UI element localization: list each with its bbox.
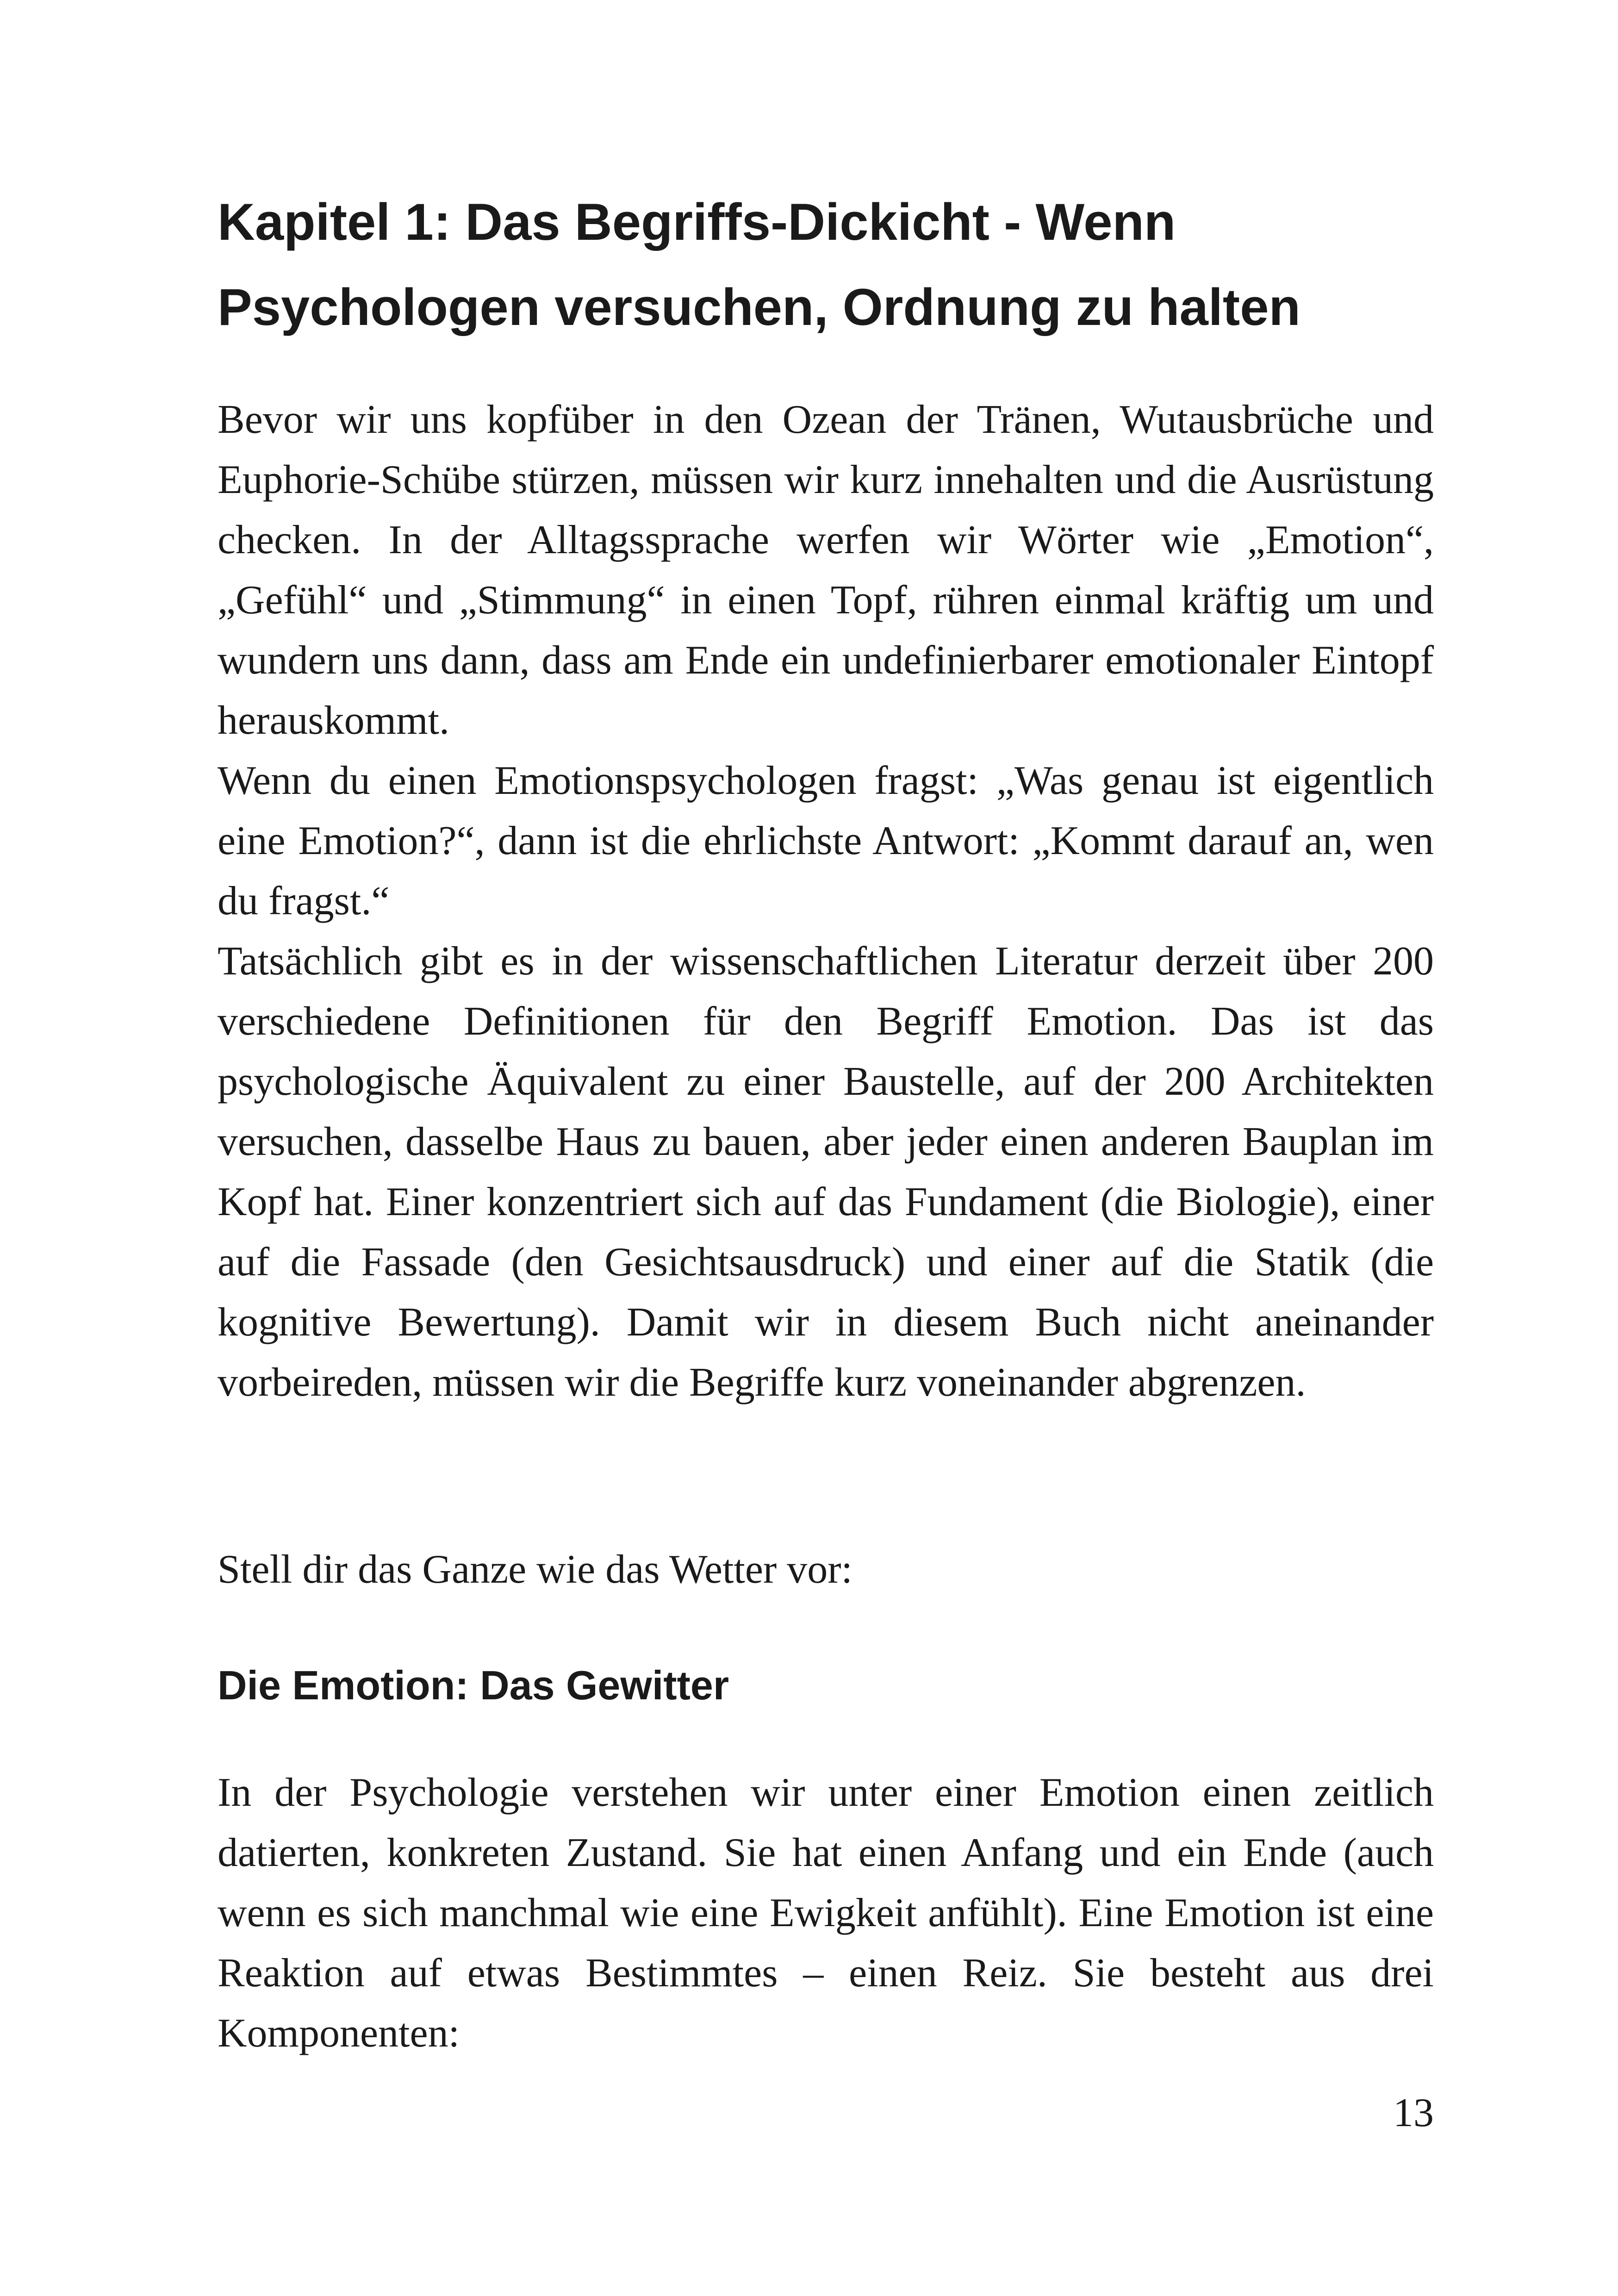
paragraph-intro: Bevor wir uns kopfüber in den Ozean der Tränen, Wutausbrüche und Euphorie-Schübe stürzen, müssen wir kurz innehalten und die Ausrüstung checken. In der Alltagssprache werfen wir Wörter wie „Emotion“, „Gefühl“ und „Stimmung“ in einen Topf, rühren einmal kräftig um und wundern uns dann, dass am Ende ein undefinierbarer emotionaler Eintopf herauskommt. [218, 397, 1434, 743]
paragraph-question: Wenn du einen Emotionspsychologen fragst: „Was genau ist eigentlich eine Emotion?“, dann ist die ehrlichste Antwort: „Kommt darauf an, wen du fragst.“ [218, 758, 1434, 923]
page-number: 13 [1393, 2090, 1434, 2135]
body-text [218, 390, 1434, 1413]
paragraph-definitions: Tatsächlich gibt es in der wissenschaftlichen Literatur derzeit über 200 verschiedene Definitionen für den Begriff Emotion. Das ist das psychologische Äquivalent zu einer Baustelle, auf der 200 Architekten versuchen, dasselbe Haus zu bauen, aber jeder einen anderen Bauplan im Kopf hat. Einer konzentriert sich auf das Fundament (die Biologie), einer auf die Fassade (den Gesichtsausdruck) und einer auf die Statik (die kognitive Bewertung). Damit wir in diesem Buch nicht aneinander vorbeireden, müssen wir die Begriffe kurz voneinander abgrenzen. [218, 939, 1434, 1405]
paragraph-weather: Stell dir das Ganze wie das Wetter vor: [218, 1547, 853, 1592]
paragraph-emotion: In der Psychologie verstehen wir unter einer Emotion einen zeitlich datierten, konkreten Zustand. Sie hat einen Anfang und ein Ende (auch wenn es sich manchmal wie eine Ewigkeit anfühlt). Eine Emotion ist eine Reaktion auf etwas Bestimmtes – einen Reiz. Sie besteht aus drei Komponenten: [218, 1770, 1434, 2056]
section-heading: Die Emotion: Das Gewitter [218, 1662, 729, 1708]
chapter-title: Kapitel 1: Das Begriffs-Dickicht - Wenn Psychologen versuchen, Ordnung zu halten [218, 193, 1301, 336]
